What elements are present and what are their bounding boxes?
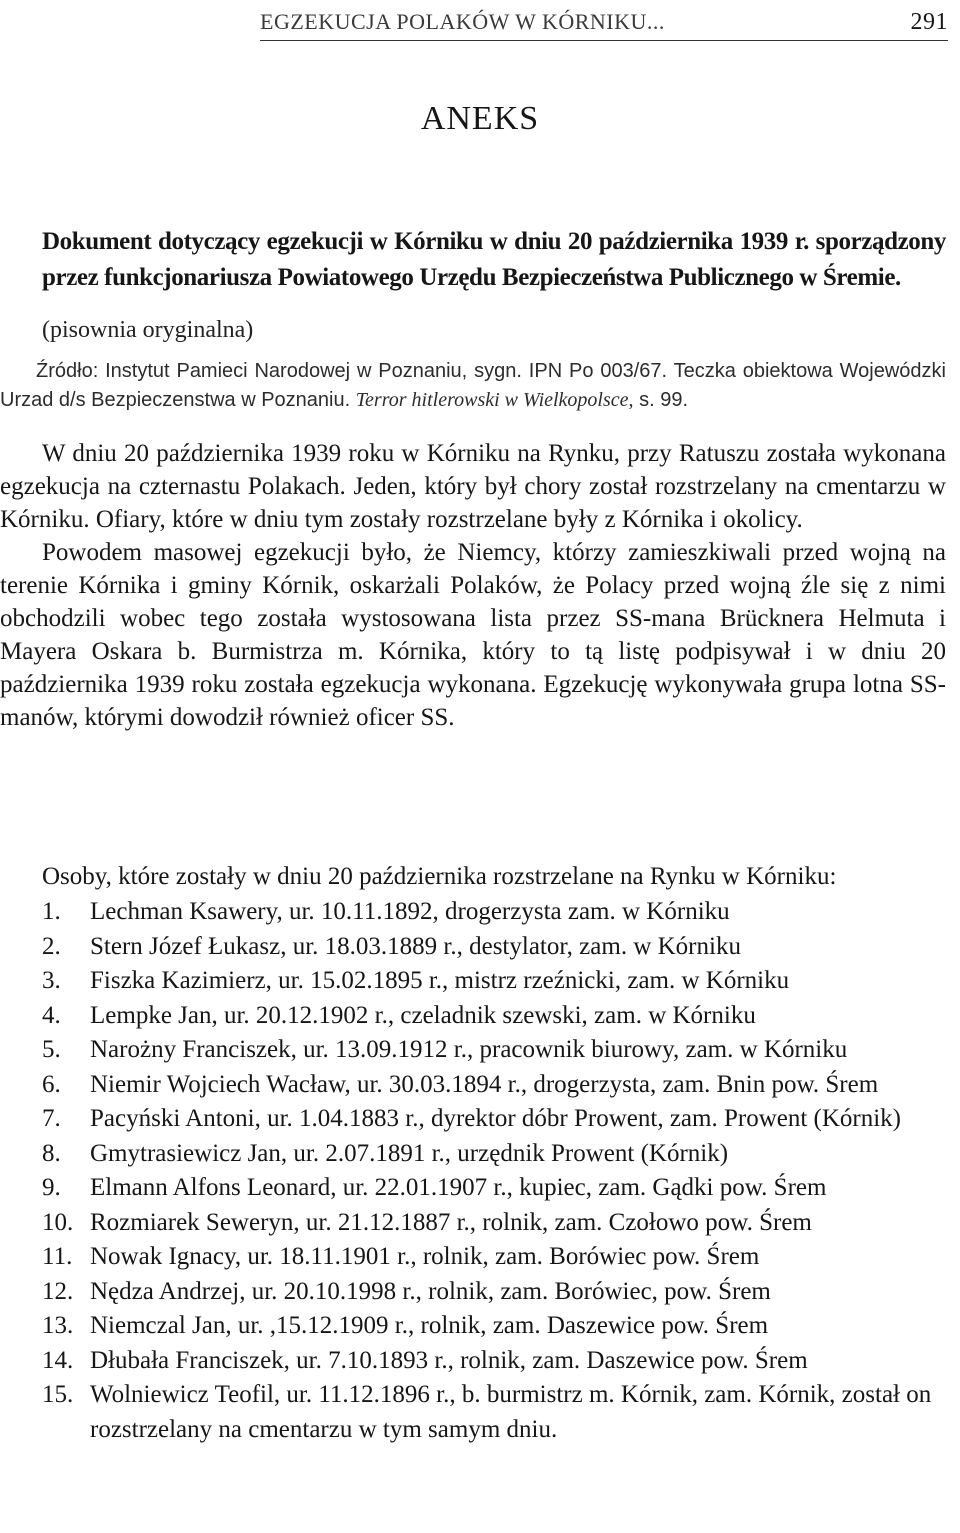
page-number: 291 [910,8,948,35]
spelling-note: (pisownia oryginalna) [42,317,254,343]
victim-text: Elmann Alfons Leonard, ur. 22.01.1907 r., kupiec, zam. Gądki pow. Śrem [90,1174,827,1201]
victim-text: Narożny Franciszek, ur. 13.09.1912 r., pracownik biurowy, zam. w Kórniku [90,1036,848,1063]
victim-item [0,1033,950,1068]
victim-number: 7. [42,1105,61,1132]
victim-text: Lechman Ksawery, ur. 10.11.1892, drogerzysta zam. w Kórniku [90,898,730,925]
victims-list [0,895,950,1447]
victim-item [0,964,950,999]
body-paragraph: Powodem masowej egzekucji było, że Niemcy, którzy zamieszkiwali przed wojną na terenie Kórnika i gminy Kórnik, oskarżali Polaków, że Polacy przed wojną źle się z nimi obchodzili wobec tego została wystosowana lista przez SS-mana Brücknera Helmuta i Mayera Oskara b. Burmistrza m. Kórnika, który to tą listę podpisywał i w dniu 20 października 1939 roku została egzekucja wykonana. Egzekucję wykonywała grupa lotna SS-manów, którymi dowodził również oficer SS. [0,539,946,731]
body-paragraph: W dniu 20 października 1939 roku w Kórniku na Rynku, przy Ratuszu została wykonana egzekucja na czternastu Polakach. Jeden, który był chory został rozstrzelany na cmentarzu w Kórniku. Ofiary, które w dniu tym zostały rozstrzelane były z Kórnika i okolicy. [0,440,946,533]
victim-item [0,1068,950,1103]
victim-item [0,1171,950,1206]
victim-number: 11. [42,1243,73,1270]
victim-text: Gmytrasiewicz Jan, ur. 2.07.1891 r., urzędnik Prowent (Kórnik) [90,1139,729,1167]
victim-number: 14. [42,1346,74,1374]
victim-number: 1. [42,898,61,925]
victim-number: 6. [42,1070,61,1098]
victim-item [0,999,950,1034]
victim-number: 2. [42,932,61,960]
victim-number: 8. [42,1139,61,1167]
victims-intro: Osoby, które zostały w dniu 20 października rozstrzelane na Rynku w Kórniku: [42,863,837,890]
victim-item [0,1137,950,1172]
victim-number: 10. [42,1208,74,1236]
running-header [260,4,948,41]
running-title: EGZEKUCJA POLAKÓW W KÓRNIKU... [260,9,665,34]
victim-text: Pacyński Antoni, ur. 1.04.1883 r., dyrektor dóbr Prowent, zam. Prowent (Kórnik) [90,1105,902,1132]
victim-item [0,1309,950,1344]
victim-text: Stern Józef Łukasz, ur. 18.03.1889 r., destylator, zam. w Kórniku [90,932,741,960]
victim-number: 12. [42,1277,74,1305]
victim-text: Nędza Andrzej, ur. 20.10.1998 r., rolnik, zam. Borówiec, pow. Śrem [90,1277,771,1305]
victim-text: Niemczal Jan, ur. ,15.12.1909 r., rolnik, zam. Daszewice pow. Śrem [90,1312,769,1339]
section-title: ANEKS [420,100,540,137]
source-italic-title: Terror hitlerowski w Wielkopolsce, [355,389,634,411]
victim-text: Dłubała Franciszek, ur. 7.10.1893 r., rolnik, zam. Daszewice pow. Śrem [90,1346,808,1374]
victim-number: 3. [42,967,61,994]
victim-text: Nowak Ignacy, ur. 18.11.1901 r., rolnik, zam. Borówiec pow. Śrem [90,1243,760,1270]
source-citation [0,357,946,415]
document-heading: Dokument dotyczący egzekucji w Kórniku w dniu 20 października 1939 r. sporządzony przez funkcjonariusza Powiatowego Urzędu Bezpieczeństwa Publicznego w Śremie. [42,228,946,291]
victim-text: Niemir Wojciech Wacław, ur. 30.03.1894 r., drogerzysta, zam. Bnin pow. Śrem [90,1070,879,1098]
source-page: s. 99. [639,389,689,411]
victim-item [0,1378,950,1447]
victim-number: 5. [42,1036,61,1063]
victim-item [0,1344,950,1379]
victim-number: 9. [42,1174,61,1201]
victim-text: Lempke Jan, ur. 20.12.1902 r., czeladnik szewski, zam. w Kórniku [90,1001,756,1029]
victim-item [0,1275,950,1310]
victim-number: 15. [42,1381,74,1408]
victim-text: Rozmiarek Seweryn, ur. 21.12.1887 r., rolnik, zam. Czołowo pow. Śrem [90,1208,812,1236]
victim-number: 4. [42,1001,61,1029]
victim-text: Wolniewicz Teofil, ur. 11.12.1896 r., b. burmistrz m. Kórnik, zam. Kórnik, został on rozstrzelany na cmentarzu w tym samym dniu. [90,1381,932,1443]
victim-item [0,895,950,930]
source-plain: Źródło: Instytut Pamieci Narodowej w Poznaniu, sygn. IPN Po 003/67. Teczka obiektowa Wojewódzki Urzad d/s Bezpieczenstwa w Poznaniu. [0,360,946,411]
victim-item [0,1240,950,1275]
victim-text: Fiszka Kazimierz, ur. 15.02.1895 r., mistrz rzeźnicki, zam. w Kórniku [90,967,790,994]
body-text [0,437,946,734]
victim-item [0,930,950,965]
victim-number: 13. [42,1312,74,1339]
victim-item [0,1102,950,1137]
victim-item [0,1206,950,1241]
